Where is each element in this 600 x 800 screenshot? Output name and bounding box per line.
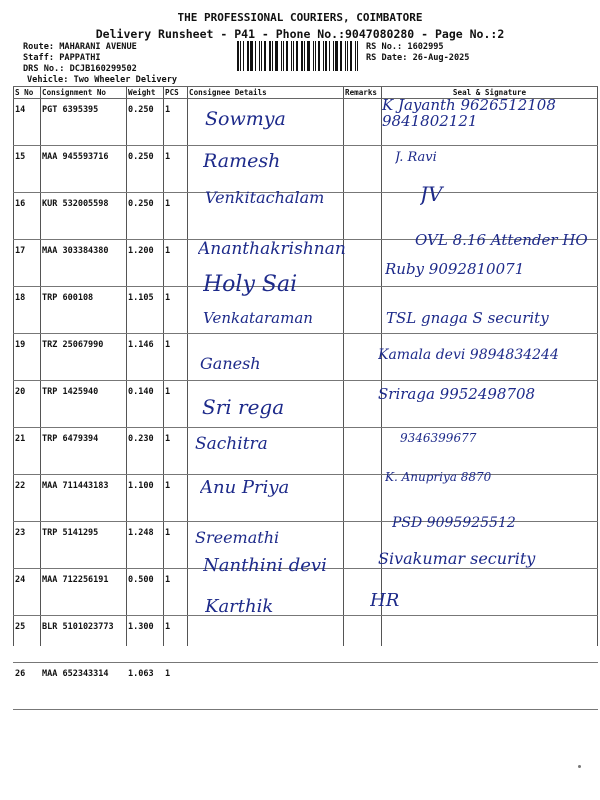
- barcode-bar: [291, 41, 292, 71]
- signature-handwriting: TSL gnaga S security: [386, 311, 549, 327]
- cell-weight: 0.250: [126, 193, 163, 240]
- cell-remarks: [343, 381, 381, 428]
- rs-no-info: RS No.: 1602995: [366, 42, 444, 52]
- cell-remarks: [343, 99, 381, 146]
- barcode-bar: [347, 41, 348, 71]
- cell-weight: 0.250: [126, 99, 163, 146]
- barcode-bar: [237, 41, 239, 71]
- barcode-bar: [269, 41, 271, 71]
- barcode-bar: [261, 41, 262, 71]
- cell-consignment-no: MAA 712256191: [40, 569, 126, 616]
- signature-handwriting: Sivakumar security: [378, 551, 536, 568]
- col-header-pcs: PCS: [163, 87, 187, 99]
- runsheet-subtitle: Delivery Runsheet - P41 - Phone No.:9047080280 - Page No.:2: [95, 27, 505, 41]
- barcode-bar: [240, 41, 241, 71]
- consignee-handwriting: Sreemathi: [195, 528, 280, 547]
- table-row: [13, 616, 598, 663]
- cell-weight: 0.500: [126, 569, 163, 616]
- consignee-handwriting: Ganesh: [200, 354, 261, 373]
- barcode-bar: [247, 41, 249, 71]
- cell-sno: 21: [13, 428, 40, 475]
- consignee-handwriting: Anu Priya: [200, 477, 290, 498]
- cell-sno: 22: [13, 475, 40, 522]
- col-header-remarks: Remarks: [343, 87, 381, 99]
- consignee-handwriting: Venkitachalam: [205, 188, 325, 207]
- barcode-bar: [357, 41, 358, 71]
- barcode-bar: [323, 41, 324, 71]
- cell-consignment-no: TRZ 25067990: [40, 334, 126, 381]
- barcode-bar: [301, 41, 303, 71]
- cell-remarks: [343, 240, 381, 287]
- barcode-bar: [283, 41, 284, 71]
- signature-handwriting: JV: [420, 184, 443, 205]
- barcode-bar: [340, 41, 342, 71]
- signature-handwriting: OVL 8.16 Attender HO: [415, 233, 588, 249]
- consignee-handwriting: Nanthini devi: [203, 555, 327, 576]
- barcode-bar: [345, 41, 346, 71]
- cell-remarks: [343, 475, 381, 522]
- barcode-bar: [281, 41, 282, 71]
- col-header-consignment: Consignment No: [40, 87, 126, 99]
- barcode-bar: [259, 41, 260, 71]
- cell-sno: 23: [13, 522, 40, 569]
- cell-weight: 0.250: [126, 146, 163, 193]
- cell-weight: 1.300: [126, 616, 163, 663]
- cell-remarks: [343, 334, 381, 381]
- signature-handwriting: 9346399677: [400, 432, 477, 445]
- drs-info: DRS No.: DCJB160299502: [23, 64, 137, 74]
- cell-pcs: 1: [163, 475, 187, 522]
- cell-sno: 18: [13, 287, 40, 334]
- barcode-bar: [264, 41, 266, 71]
- cell-consignment-no: TRP 600108: [40, 287, 126, 334]
- signature-handwriting: K Jayanth 9626512108 9841802121: [382, 98, 556, 130]
- cell-sno: 16: [13, 193, 40, 240]
- barcode-bar: [313, 41, 314, 71]
- consignee-handwriting: Holy Sai: [203, 272, 298, 297]
- cell-sno: 26: [13, 663, 40, 710]
- cell-signature: [381, 663, 598, 710]
- cell-pcs: 1: [163, 569, 187, 616]
- signature-handwriting: Ruby 9092810071: [385, 262, 525, 278]
- cell-pcs: 1: [163, 99, 187, 146]
- cell-pcs: 1: [163, 334, 187, 381]
- barcode-bar: [255, 41, 256, 71]
- cell-weight: 1.200: [126, 240, 163, 287]
- barcode-bar: [304, 41, 305, 71]
- scan-speck: [578, 765, 581, 768]
- cell-consignment-no: TRP 1425940: [40, 381, 126, 428]
- cell-remarks: [343, 522, 381, 569]
- consignee-handwriting: Sri rega: [202, 395, 285, 419]
- col-header-signature: Seal & Signature: [381, 87, 598, 99]
- barcode-bar: [250, 41, 253, 71]
- barcode-bar: [272, 41, 273, 71]
- cell-remarks: [343, 193, 381, 240]
- cell-pcs: 1: [163, 193, 187, 240]
- barcode-bar: [350, 41, 352, 71]
- signature-handwriting: J. Ravi: [395, 151, 437, 165]
- cell-consignee: [187, 616, 343, 663]
- consignee-handwriting: Ramesh: [203, 150, 281, 172]
- cell-consignment-no: MAA 945593716: [40, 146, 126, 193]
- cell-sno: 24: [13, 569, 40, 616]
- cell-pcs: 1: [163, 381, 187, 428]
- barcode-bar: [335, 41, 338, 71]
- col-header-weight: Weight: [126, 87, 163, 99]
- cell-weight: 0.230: [126, 428, 163, 475]
- cell-consignee: [187, 663, 343, 710]
- cell-pcs: 1: [163, 146, 187, 193]
- cell-weight: 1.063: [126, 663, 163, 710]
- cell-remarks: [343, 287, 381, 334]
- cell-pcs: 1: [163, 428, 187, 475]
- cell-pcs: 1: [163, 240, 187, 287]
- cell-consignment-no: MAA 303384380: [40, 240, 126, 287]
- cell-weight: 1.100: [126, 475, 163, 522]
- barcode: [237, 41, 361, 71]
- rs-date-info: RS Date: 26-Aug-2025: [366, 53, 470, 63]
- col-header-sno: S No: [13, 87, 40, 99]
- cell-weight: 1.105: [126, 287, 163, 334]
- route-info: Route: MAHARANI AVENUE: [23, 42, 137, 52]
- barcode-bar: [329, 41, 330, 71]
- barcode-bar: [293, 41, 294, 71]
- cell-weight: 1.248: [126, 522, 163, 569]
- cell-pcs: 1: [163, 663, 187, 710]
- cell-pcs: 1: [163, 616, 187, 663]
- cell-remarks: [343, 428, 381, 475]
- consignee-handwriting: Karthik: [205, 596, 274, 617]
- signature-handwriting: Kamala devi 9894834244: [378, 348, 559, 363]
- signature-handwriting: PSD 9095925512: [392, 516, 516, 531]
- cell-sno: 25: [13, 616, 40, 663]
- barcode-bar: [243, 41, 244, 71]
- barcode-bar: [325, 41, 327, 71]
- cell-consignment-no: BLR 5101023773: [40, 616, 126, 663]
- consignee-handwriting: Sachitra: [195, 434, 268, 454]
- cell-sno: 17: [13, 240, 40, 287]
- barcode-bar: [315, 41, 316, 71]
- table-row: [13, 663, 598, 710]
- cell-remarks: [343, 146, 381, 193]
- cell-sno: 19: [13, 334, 40, 381]
- col-header-consignee: Consignee Details: [187, 87, 343, 99]
- signature-handwriting: K. Anupriya 8870: [385, 471, 492, 484]
- cell-consignment-no: TRP 6479394: [40, 428, 126, 475]
- cell-signature: [381, 616, 598, 663]
- cell-sno: 15: [13, 146, 40, 193]
- signature-handwriting: HR: [370, 592, 400, 611]
- barcode-bar: [333, 41, 334, 71]
- barcode-bar: [286, 41, 288, 71]
- cell-sno: 14: [13, 99, 40, 146]
- barcode-bar: [275, 41, 278, 71]
- cell-consignment-no: TRP 5141295: [40, 522, 126, 569]
- cell-sno: 20: [13, 381, 40, 428]
- consignee-handwriting: Sowmya: [205, 108, 286, 130]
- consignee-handwriting: Venkataraman: [203, 309, 313, 327]
- barcode-bar: [296, 41, 298, 71]
- barcode-bar: [355, 41, 356, 71]
- staff-info: Staff: PAPPATHI: [23, 53, 101, 63]
- consignee-handwriting: Ananthakrishnan: [198, 239, 346, 259]
- cell-consignment-no: MAA 711443183: [40, 475, 126, 522]
- company-title: THE PROFESSIONAL COURIERS, COIMBATORE: [177, 11, 423, 24]
- cell-pcs: 1: [163, 287, 187, 334]
- cell-consignment-no: KUR 532005598: [40, 193, 126, 240]
- barcode-bar: [318, 41, 320, 71]
- cell-consignment-no: MAA 652343314: [40, 663, 126, 710]
- cell-remarks: [343, 663, 381, 710]
- cell-weight: 1.146: [126, 334, 163, 381]
- vehicle-info: Vehicle: Two Wheeler Delivery: [27, 75, 178, 85]
- table-header-row: [13, 87, 598, 99]
- cell-remarks: [343, 616, 381, 663]
- cell-weight: 0.140: [126, 381, 163, 428]
- cell-consignment-no: PGT 6395395: [40, 99, 126, 146]
- barcode-bar: [307, 41, 310, 71]
- cell-pcs: 1: [163, 522, 187, 569]
- signature-handwriting: Sriraga 9952498708: [378, 387, 536, 403]
